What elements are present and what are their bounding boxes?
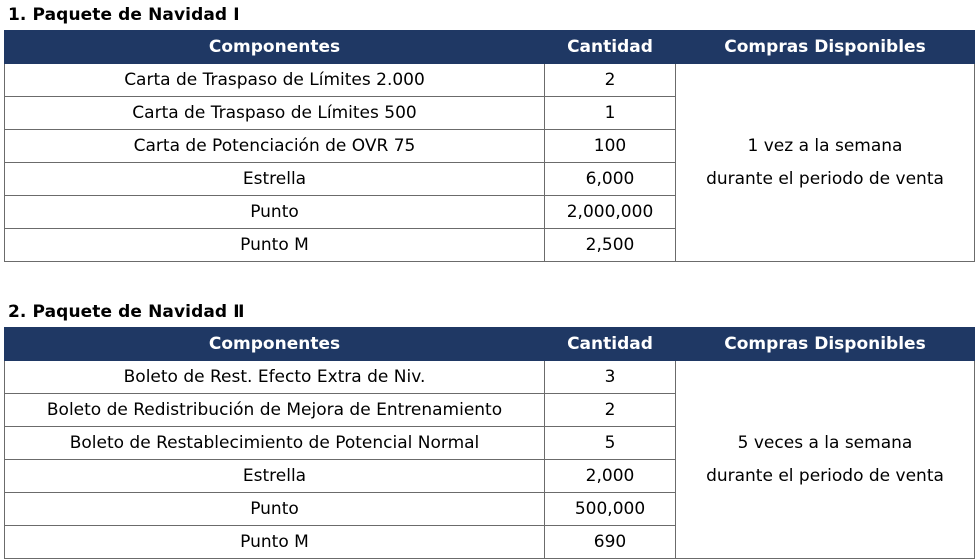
header-compras-disponibles: Compras Disponibles — [676, 328, 975, 361]
component-cell: Boleto de Restablecimiento de Potencial Normal — [5, 427, 545, 460]
quantity-cell: 690 — [545, 526, 676, 559]
availability-period: durante el periodo de venta — [706, 168, 944, 189]
quantity-cell: 500,000 — [545, 493, 676, 526]
availability-cell — [676, 361, 975, 559]
component-cell: Punto — [5, 493, 545, 526]
header-cantidad: Cantidad — [545, 31, 676, 64]
table-row — [5, 64, 975, 97]
quantity-cell: 5 — [545, 427, 676, 460]
availability-frequency: 1 vez a la semana — [747, 135, 903, 156]
quantity-cell: 2 — [545, 64, 676, 97]
component-cell: Estrella — [5, 163, 545, 196]
quantity-cell: 2,000,000 — [545, 196, 676, 229]
component-cell: Carta de Traspaso de Límites 500 — [5, 97, 545, 130]
package-section-2 — [4, 297, 974, 559]
quantity-cell: 2,000 — [545, 460, 676, 493]
quantity-cell: 1 — [545, 97, 676, 130]
quantity-cell: 6,000 — [545, 163, 676, 196]
component-cell: Carta de Traspaso de Límites 2.000 — [5, 64, 545, 97]
availability-cell — [676, 64, 975, 262]
table-header-row — [5, 328, 975, 361]
header-cantidad: Cantidad — [545, 328, 676, 361]
availability-frequency: 5 veces a la semana — [737, 432, 913, 453]
quantity-cell: 2,500 — [545, 229, 676, 262]
component-cell: Boleto de Redistribución de Mejora de Entrenamiento — [5, 394, 545, 427]
component-cell: Estrella — [5, 460, 545, 493]
header-componentes: Componentes — [5, 328, 545, 361]
package-table — [4, 327, 975, 559]
header-compras-disponibles: Compras Disponibles — [676, 31, 975, 64]
header-componentes: Componentes — [5, 31, 545, 64]
availability-period: durante el periodo de venta — [706, 465, 944, 486]
quantity-cell: 2 — [545, 394, 676, 427]
section-title: 2. Paquete de Navidad Ⅱ — [8, 302, 245, 322]
component-cell: Boleto de Rest. Efecto Extra de Niv. — [5, 361, 545, 394]
component-cell: Punto M — [5, 229, 545, 262]
table-row — [5, 361, 975, 394]
quantity-cell: 3 — [545, 361, 676, 394]
table-header-row — [5, 31, 975, 64]
component-cell: Carta de Potenciación de OVR 75 — [5, 130, 545, 163]
component-cell: Punto M — [5, 526, 545, 559]
quantity-cell: 100 — [545, 130, 676, 163]
component-cell: Punto — [5, 196, 545, 229]
package-table — [4, 30, 975, 262]
section-title: 1. Paquete de Navidad Ⅰ — [8, 5, 240, 25]
package-section-1 — [4, 0, 974, 262]
